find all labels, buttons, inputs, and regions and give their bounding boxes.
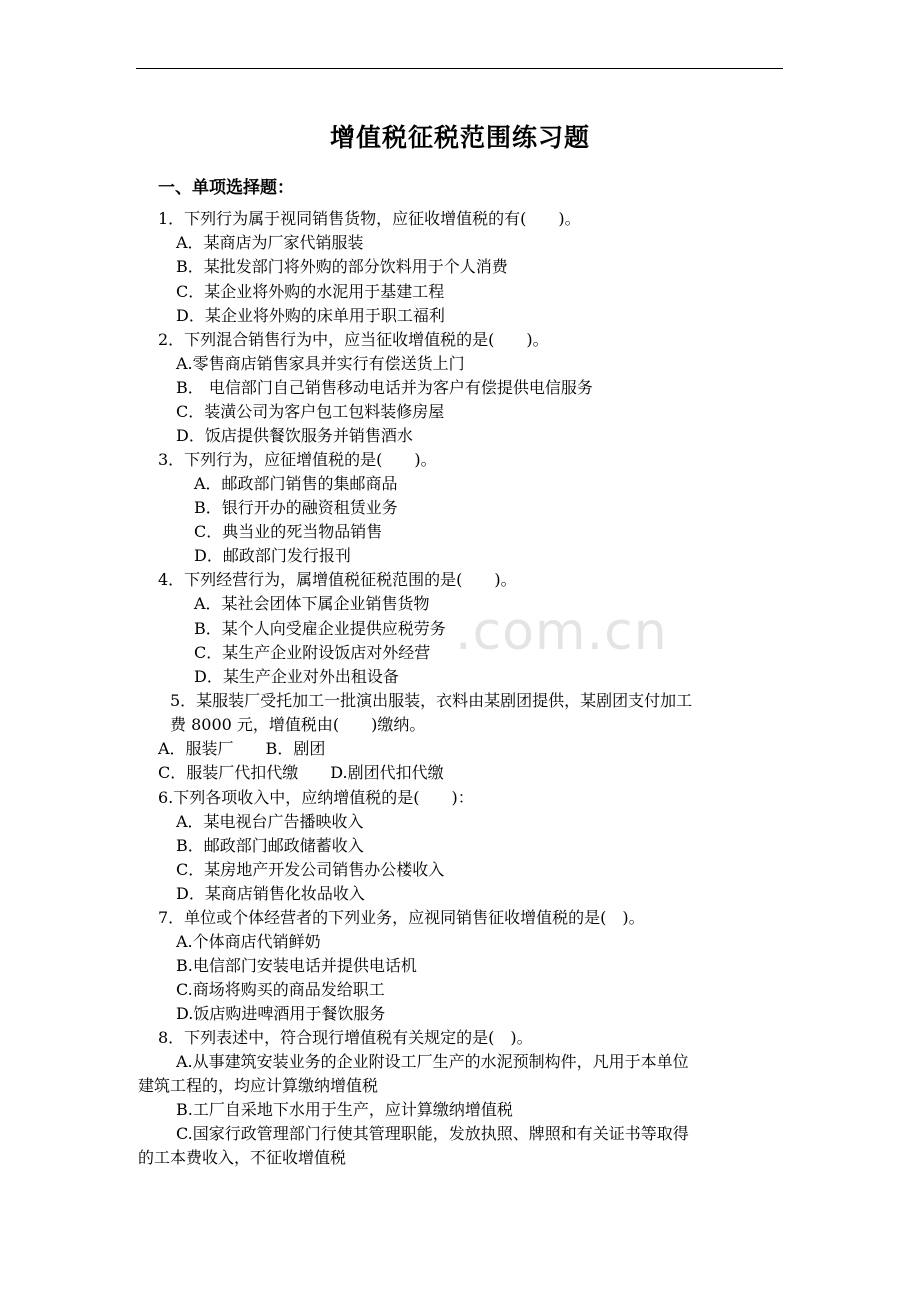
q1-option-d: D．某企业将外购的床单用于职工福利 [176, 306, 445, 325]
q6-option-c: C．某房地产开发公司销售办公楼收入 [176, 860, 445, 879]
q8-option-c: C.国家行政管理部门行使其管理职能，发放执照、牌照和有关证书等取得 [176, 1124, 689, 1143]
q2-option-c: C．装潢公司为客户包工包料装修房屋 [176, 402, 445, 421]
page-title: 增值税征税范围练习题 [329, 123, 590, 152]
q3-option-b: B．银行开办的融资租赁业务 [194, 498, 398, 517]
watermark: .com.cn [455, 602, 668, 662]
question-1: 1．下列行为属于视同销售货物，应征收增值税的有( )。 [158, 209, 581, 228]
q3-option-d: D．邮政部门发行报刊 [194, 546, 351, 565]
q3-option-c: C．典当业的死当物品销售 [194, 522, 383, 541]
q6-option-b: B．邮政部门邮政储蓄收入 [176, 836, 364, 855]
question-5: 5．某服装厂受托加工一批演出服装，衣料由某剧团提供，某剧团支付加工 [170, 691, 693, 710]
header-rule [136, 68, 783, 69]
q4-option-d: D．某生产企业对外出租设备 [194, 667, 399, 686]
q4-option-a: A．某社会团体下属企业销售货物 [194, 594, 430, 613]
q5-options-ab: A．服装厂 B．剧团 [158, 739, 326, 758]
section-heading: 一、单项选择题： [158, 178, 294, 198]
q7-option-a: A.个体商店代销鲜奶 [176, 932, 321, 951]
q8-option-b: B.工厂自采地下水用于生产，应计算缴纳增值税 [176, 1100, 513, 1119]
q2-option-a: A.零售商店销售家具并实行有偿送货上门 [176, 354, 465, 373]
q5-options-cd: C．服装厂代扣代缴 D.剧团代扣代缴 [158, 763, 444, 782]
q4-option-b: B．某个人向受雇企业提供应税劳务 [194, 619, 446, 638]
q1-option-a: A．某商店为厂家代销服装 [176, 233, 364, 252]
question-6: 6.下列各项收入中，应纳增值税的是( )： [158, 788, 474, 807]
q8-option-c-cont: 的工本费收入，不征收增值税 [138, 1148, 347, 1167]
q8-option-a: A.从事建筑安装业务的企业附设工厂生产的水泥预制构件，凡用于本单位 [176, 1052, 689, 1071]
question-5-cont: 费 8000 元，增值税由( )缴纳。 [170, 715, 426, 734]
q6-option-d: D．某商店销售化妆品收入 [176, 884, 365, 903]
q1-option-b: B．某批发部门将外购的部分饮料用于个人消费 [176, 257, 508, 276]
question-4: 4．下列经营行为，属增值税征税范围的是( )。 [158, 570, 517, 589]
q1-option-c: C．某企业将外购的水泥用于基建工程 [176, 282, 445, 301]
q8-option-a-cont: 建筑工程的，均应计算缴纳增值税 [138, 1076, 379, 1095]
q2-option-d: D．饭店提供餐饮服务并销售酒水 [176, 426, 413, 445]
question-7: 7．单位或个体经营者的下列业务，应视同销售征收增值税的是( )。 [158, 908, 645, 927]
q2-option-b: B． 电信部门自己销售移动电话并为客户有偿提供电信服务 [176, 378, 593, 397]
question-2: 2．下列混合销售行为中，应当征收增值税的是( )。 [158, 330, 549, 349]
q3-option-a: A．邮政部门销售的集邮商品 [194, 474, 398, 493]
question-3: 3．下列行为，应征增值税的是( )。 [158, 450, 437, 469]
q6-option-a: A．某电视台广告播映收入 [176, 812, 364, 831]
q4-option-c: C．某生产企业附设饭店对外经营 [194, 643, 431, 662]
q7-option-c: C.商场将购买的商品发给职工 [176, 980, 385, 999]
q7-option-d: D.饭店购进啤酒用于餐饮服务 [176, 1004, 386, 1023]
question-8: 8．下列表述中，符合现行增值税有关规定的是( )。 [158, 1028, 533, 1047]
q7-option-b: B.电信部门安装电话并提供电话机 [176, 956, 417, 975]
